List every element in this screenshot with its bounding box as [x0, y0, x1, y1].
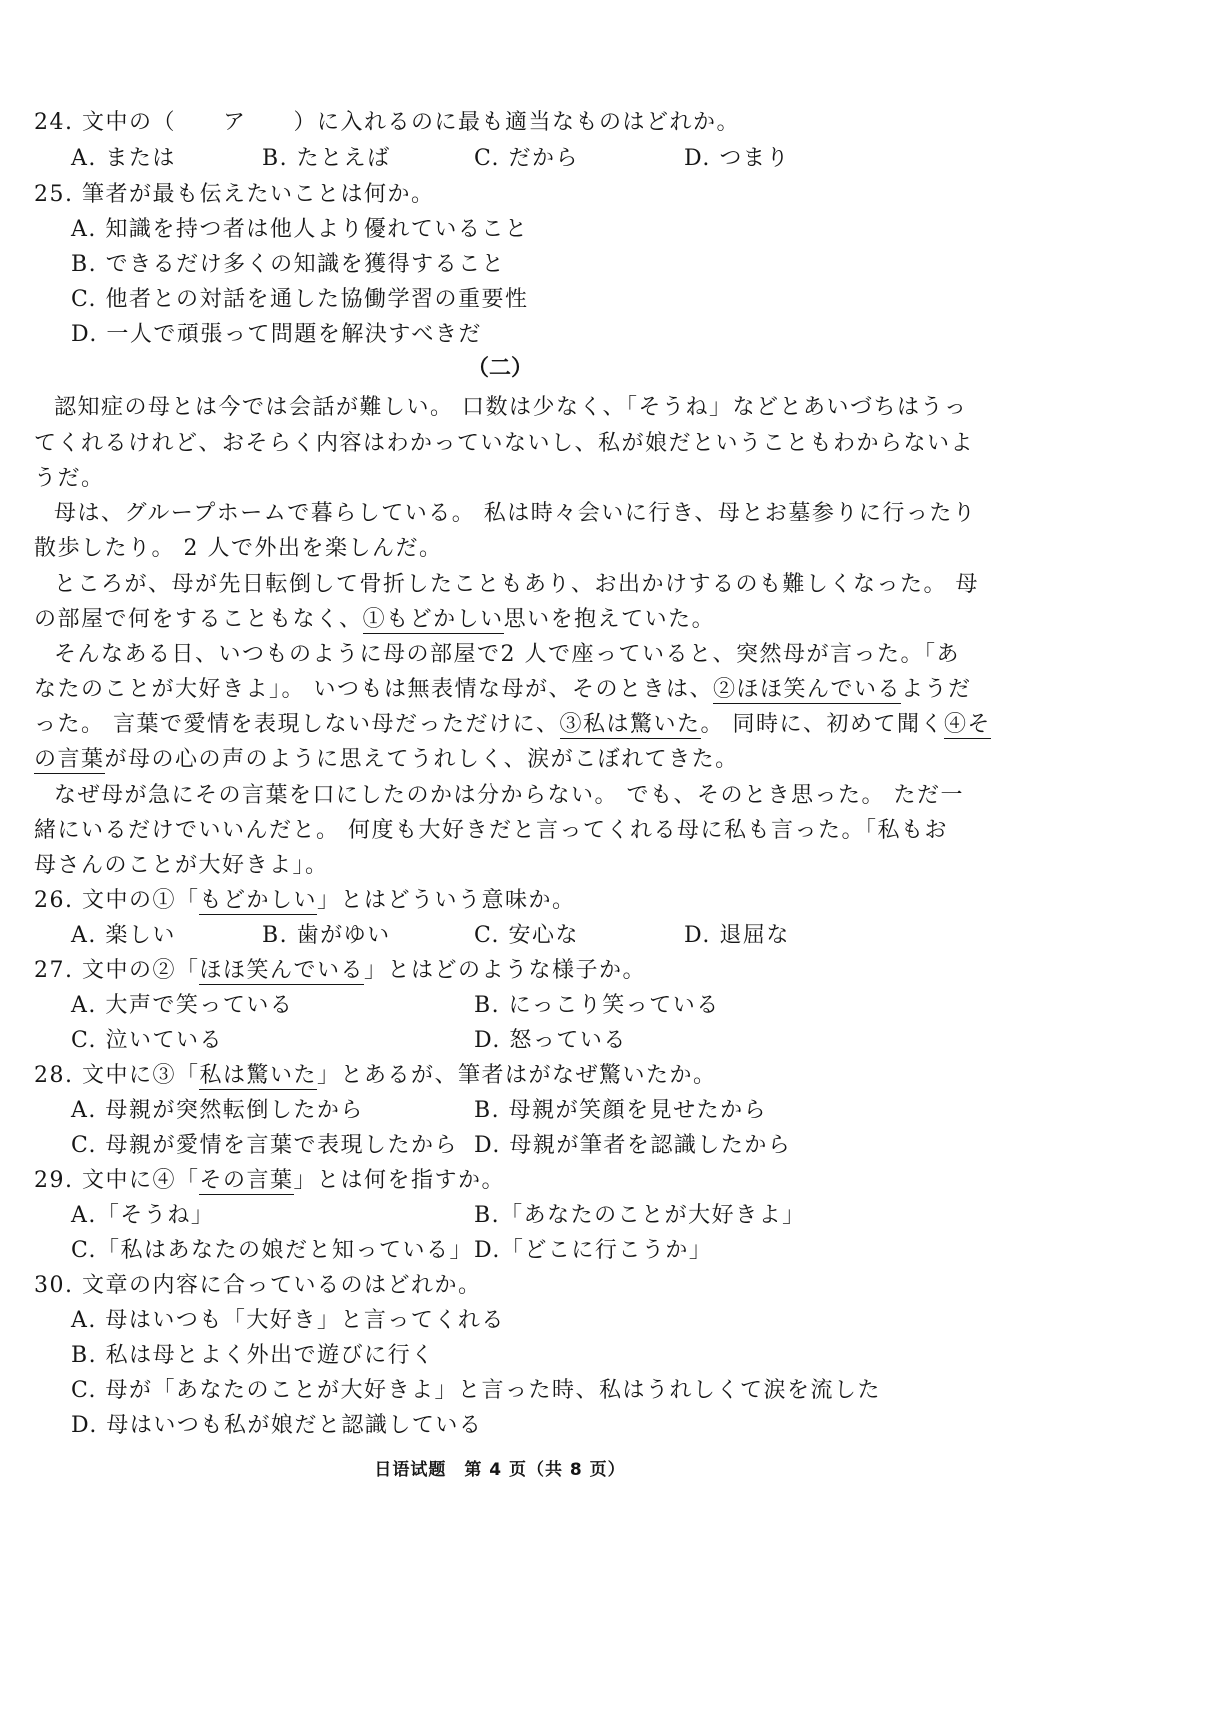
question-29-option-b: B.「あなたのことが大好きよ」 [474, 1203, 806, 1228]
passage-text: った。 言葉で愛情を表現しない母だっただけに、 [34, 712, 560, 737]
question-28-option-b: B. 母親が笑顔を見せたから [474, 1098, 768, 1123]
question-25-stem: 25. 筆者が最も伝えたいことは何か。 [34, 182, 435, 207]
passage-line: ところが、母が先日転倒して骨折したこともあり、お出かけするのも難しくなった。 母 [54, 572, 979, 597]
question-24-option-d: D. つまり [684, 146, 790, 171]
passage-text: 思いを抱えていた。 [503, 607, 716, 632]
question-29-option-d: D.「どこに行こうか」 [474, 1238, 713, 1263]
passage-text: なたのことが大好きよ」。 いつもは無表情な母が、そのときは、 [34, 677, 713, 702]
question-27-option-b: B. にっこり笑っている [474, 993, 720, 1018]
question-26-option-b: B. 歯がゆい [262, 923, 391, 948]
passage-line: なぜ母が急にその言葉を口にしたのかは分からない。 でも、そのとき思った。 ただ一 [54, 783, 964, 808]
stem-text: 」とあるが、筆者はがなぜ驚いたか。 [317, 1063, 717, 1088]
question-25-option-c: C. 他者との対話を通した協働学習の重要性 [71, 287, 529, 312]
passage-text: ようだ [901, 677, 972, 702]
question-24-option-a: A. または [71, 146, 176, 171]
stem-text: 26. 文中の①「 [34, 888, 200, 913]
question-30-stem: 30. 文章の内容に合っているのはどれか。 [34, 1273, 482, 1298]
underline-ref-4-cont: の言葉 [34, 747, 105, 772]
question-28-stem [34, 1061, 717, 1091]
passage-line: てくれるけれど、おそらく内容はわかっていないし、私が娘だということもわからないよ [34, 431, 975, 456]
stem-text: 29. 文中に④「 [34, 1168, 200, 1193]
stem-underlined: その言葉 [199, 1168, 294, 1193]
passage-line: うだ。 [34, 466, 105, 491]
passage-line: 緒にいるだけでいいんだと。 何度も大好きだと言ってくれる母に私も言った。「私もお [34, 818, 948, 843]
question-25-option-a: A. 知識を持つ者は他人より優れていること [71, 217, 529, 242]
question-28-option-a: A. 母親が突然転倒したから [71, 1098, 364, 1123]
question-27-stem [34, 956, 646, 986]
passage-text: 。 同時に、初めて聞く [700, 712, 945, 737]
question-25-option-b: B. できるだけ多くの知識を獲得すること [71, 252, 506, 277]
passage-line: 母は、グループホームで暮らしている。 私は時々会いに行き、母とお墓参りに行ったり [54, 501, 977, 526]
question-24-stem: 24. 文中の（ ア ）に入れるのに最も適当なものはどれか。 [34, 110, 740, 135]
underline-ref-4: ④そ [944, 712, 992, 737]
stem-text: 27. 文中の②「 [34, 958, 200, 983]
stem-text: 28. 文中に③「 [34, 1063, 200, 1088]
question-25-option-d: D. 一人で頑張って問題を解決すべきだ [71, 322, 482, 347]
question-30-option-c: C. 母が「あなたのことが大好きよ」と言った時、私はうれしくて涙を流した [71, 1378, 882, 1403]
question-24-option-b: B. たとえば [262, 146, 391, 171]
section-heading: （二） [466, 356, 533, 381]
question-29-option-c: C.「私はあなたの娘だと知っている」 [71, 1238, 474, 1263]
question-30-option-b: B. 私は母とよく外出で遊びに行く [71, 1343, 435, 1368]
stem-text: 」とはどういう意味か。 [317, 888, 576, 913]
stem-text: 」とはどのような様子か。 [364, 958, 647, 983]
underline-ref-2: ②ほほ笑んでいる [713, 677, 902, 702]
underline-ref-1: ①もどかしい [362, 607, 504, 632]
question-30-option-d: D. 母はいつも私が娘だと認識している [71, 1413, 483, 1438]
stem-underlined: もどかしい [199, 888, 317, 913]
question-26-option-a: A. 楽しい [71, 923, 176, 948]
question-30-option-a: A. 母はいつも「大好き」と言ってくれる [71, 1308, 505, 1333]
passage-line: 散歩したり。 2 人で外出を楽しんだ。 [34, 536, 443, 561]
stem-underlined: 私は驚いた [199, 1063, 317, 1088]
stem-text: 」とは何を指すか。 [293, 1168, 506, 1193]
question-27-option-c: C. 泣いている [71, 1028, 224, 1053]
passage-line [34, 605, 715, 635]
question-29-stem [34, 1166, 505, 1196]
passage-line: そんなある日、いつものように母の部屋で2 人で座っていると、突然母が言った。「あ [54, 642, 960, 667]
passage-text: の部屋で何をすることもなく、 [34, 607, 363, 632]
passage-line [34, 710, 991, 740]
passage-line [34, 675, 972, 705]
question-26-stem [34, 886, 576, 916]
question-26-option-d: D. 退屈な [684, 923, 790, 948]
passage-line: 認知症の母とは今では会話が難しい。 口数は少なく、「そうね」などとあいづちはうっ [54, 395, 968, 420]
passage-line [34, 745, 739, 775]
page-footer: 日语试题 第 4 页（共 8 页） [374, 1460, 626, 1480]
question-27-option-a: A. 大声で笑っている [71, 993, 294, 1018]
question-28-option-d: D. 母親が筆者を認識したから [474, 1133, 792, 1158]
passage-text: が母の心の声のように思えてうれしく、涙がこぼれてきた。 [104, 747, 739, 772]
question-27-option-d: D. 怒っている [474, 1028, 627, 1053]
underline-ref-3: ③私は驚いた [559, 712, 701, 737]
passage-line: 母さんのことが大好きよ」。 [34, 853, 329, 878]
question-29-option-a: A.「そうね」 [71, 1203, 215, 1228]
question-26-option-c: C. 安心な [474, 923, 580, 948]
stem-underlined: ほほ笑んでいる [199, 958, 364, 983]
question-24-option-c: C. だから [474, 146, 580, 171]
question-28-option-c: C. 母親が愛情を言葉で表現したから [71, 1133, 459, 1158]
